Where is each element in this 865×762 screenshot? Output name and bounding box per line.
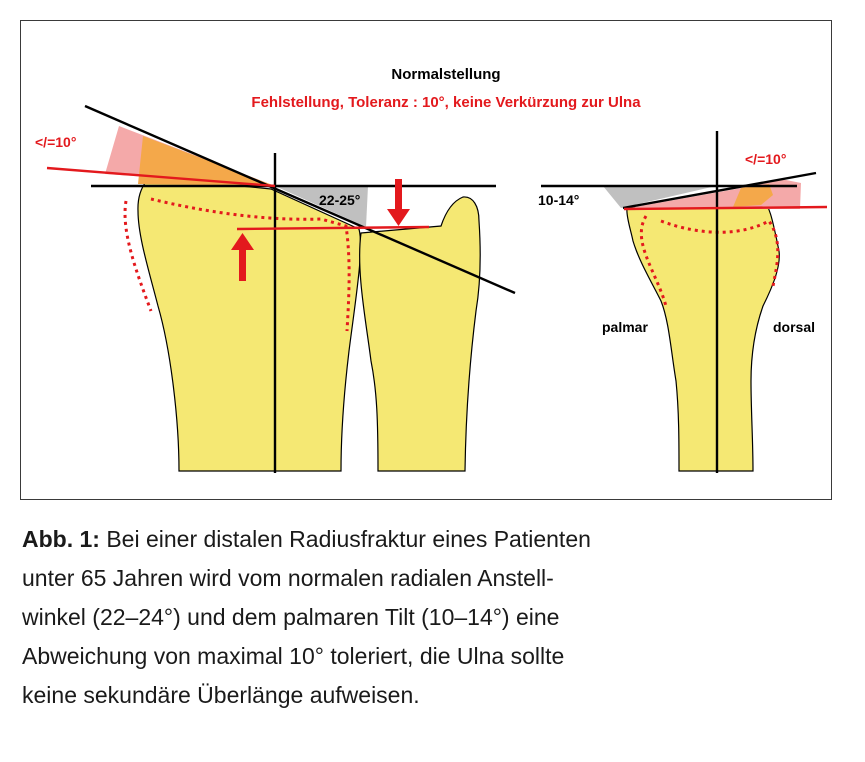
label-dorsal: dorsal (773, 319, 816, 335)
figure-caption (22, 520, 842, 715)
label-radial-inclination: 22-25° (319, 192, 361, 208)
caption-line-3: winkel (22–24°) und dem palmaren Tilt (10–14°) eine (22, 604, 560, 630)
title-malposition: Fehlstellung, Toleranz : 10°, keine Verkürzung zur Ulna (251, 94, 641, 111)
radius-bone-lateral (627, 194, 779, 471)
label-palmar-tilt: 10-14° (538, 192, 580, 208)
caption-label: Abb. 1: (22, 526, 100, 552)
label-tolerance-right: </=10° (745, 151, 787, 167)
caption-text-1: Bei einer distalen Radiusfraktur eines Patienten (99, 526, 591, 552)
caption-line-5: keine sekundäre Überlänge aufweisen. (22, 682, 420, 708)
caption-line-4: Abweichung von maximal 10° toleriert, die Ulna sollte (22, 643, 565, 669)
wrist-angle-diagram (21, 21, 832, 500)
ulna-bone (360, 197, 481, 471)
label-tolerance-left: </=10° (35, 134, 77, 150)
caption-line-2: unter 65 Jahren wird vom normalen radialen Anstell- (22, 565, 554, 591)
label-palmar: palmar (602, 319, 648, 335)
figure-panel (20, 20, 832, 500)
title-normal: Normalstellung (391, 66, 501, 83)
caption-line-1 (22, 520, 842, 559)
